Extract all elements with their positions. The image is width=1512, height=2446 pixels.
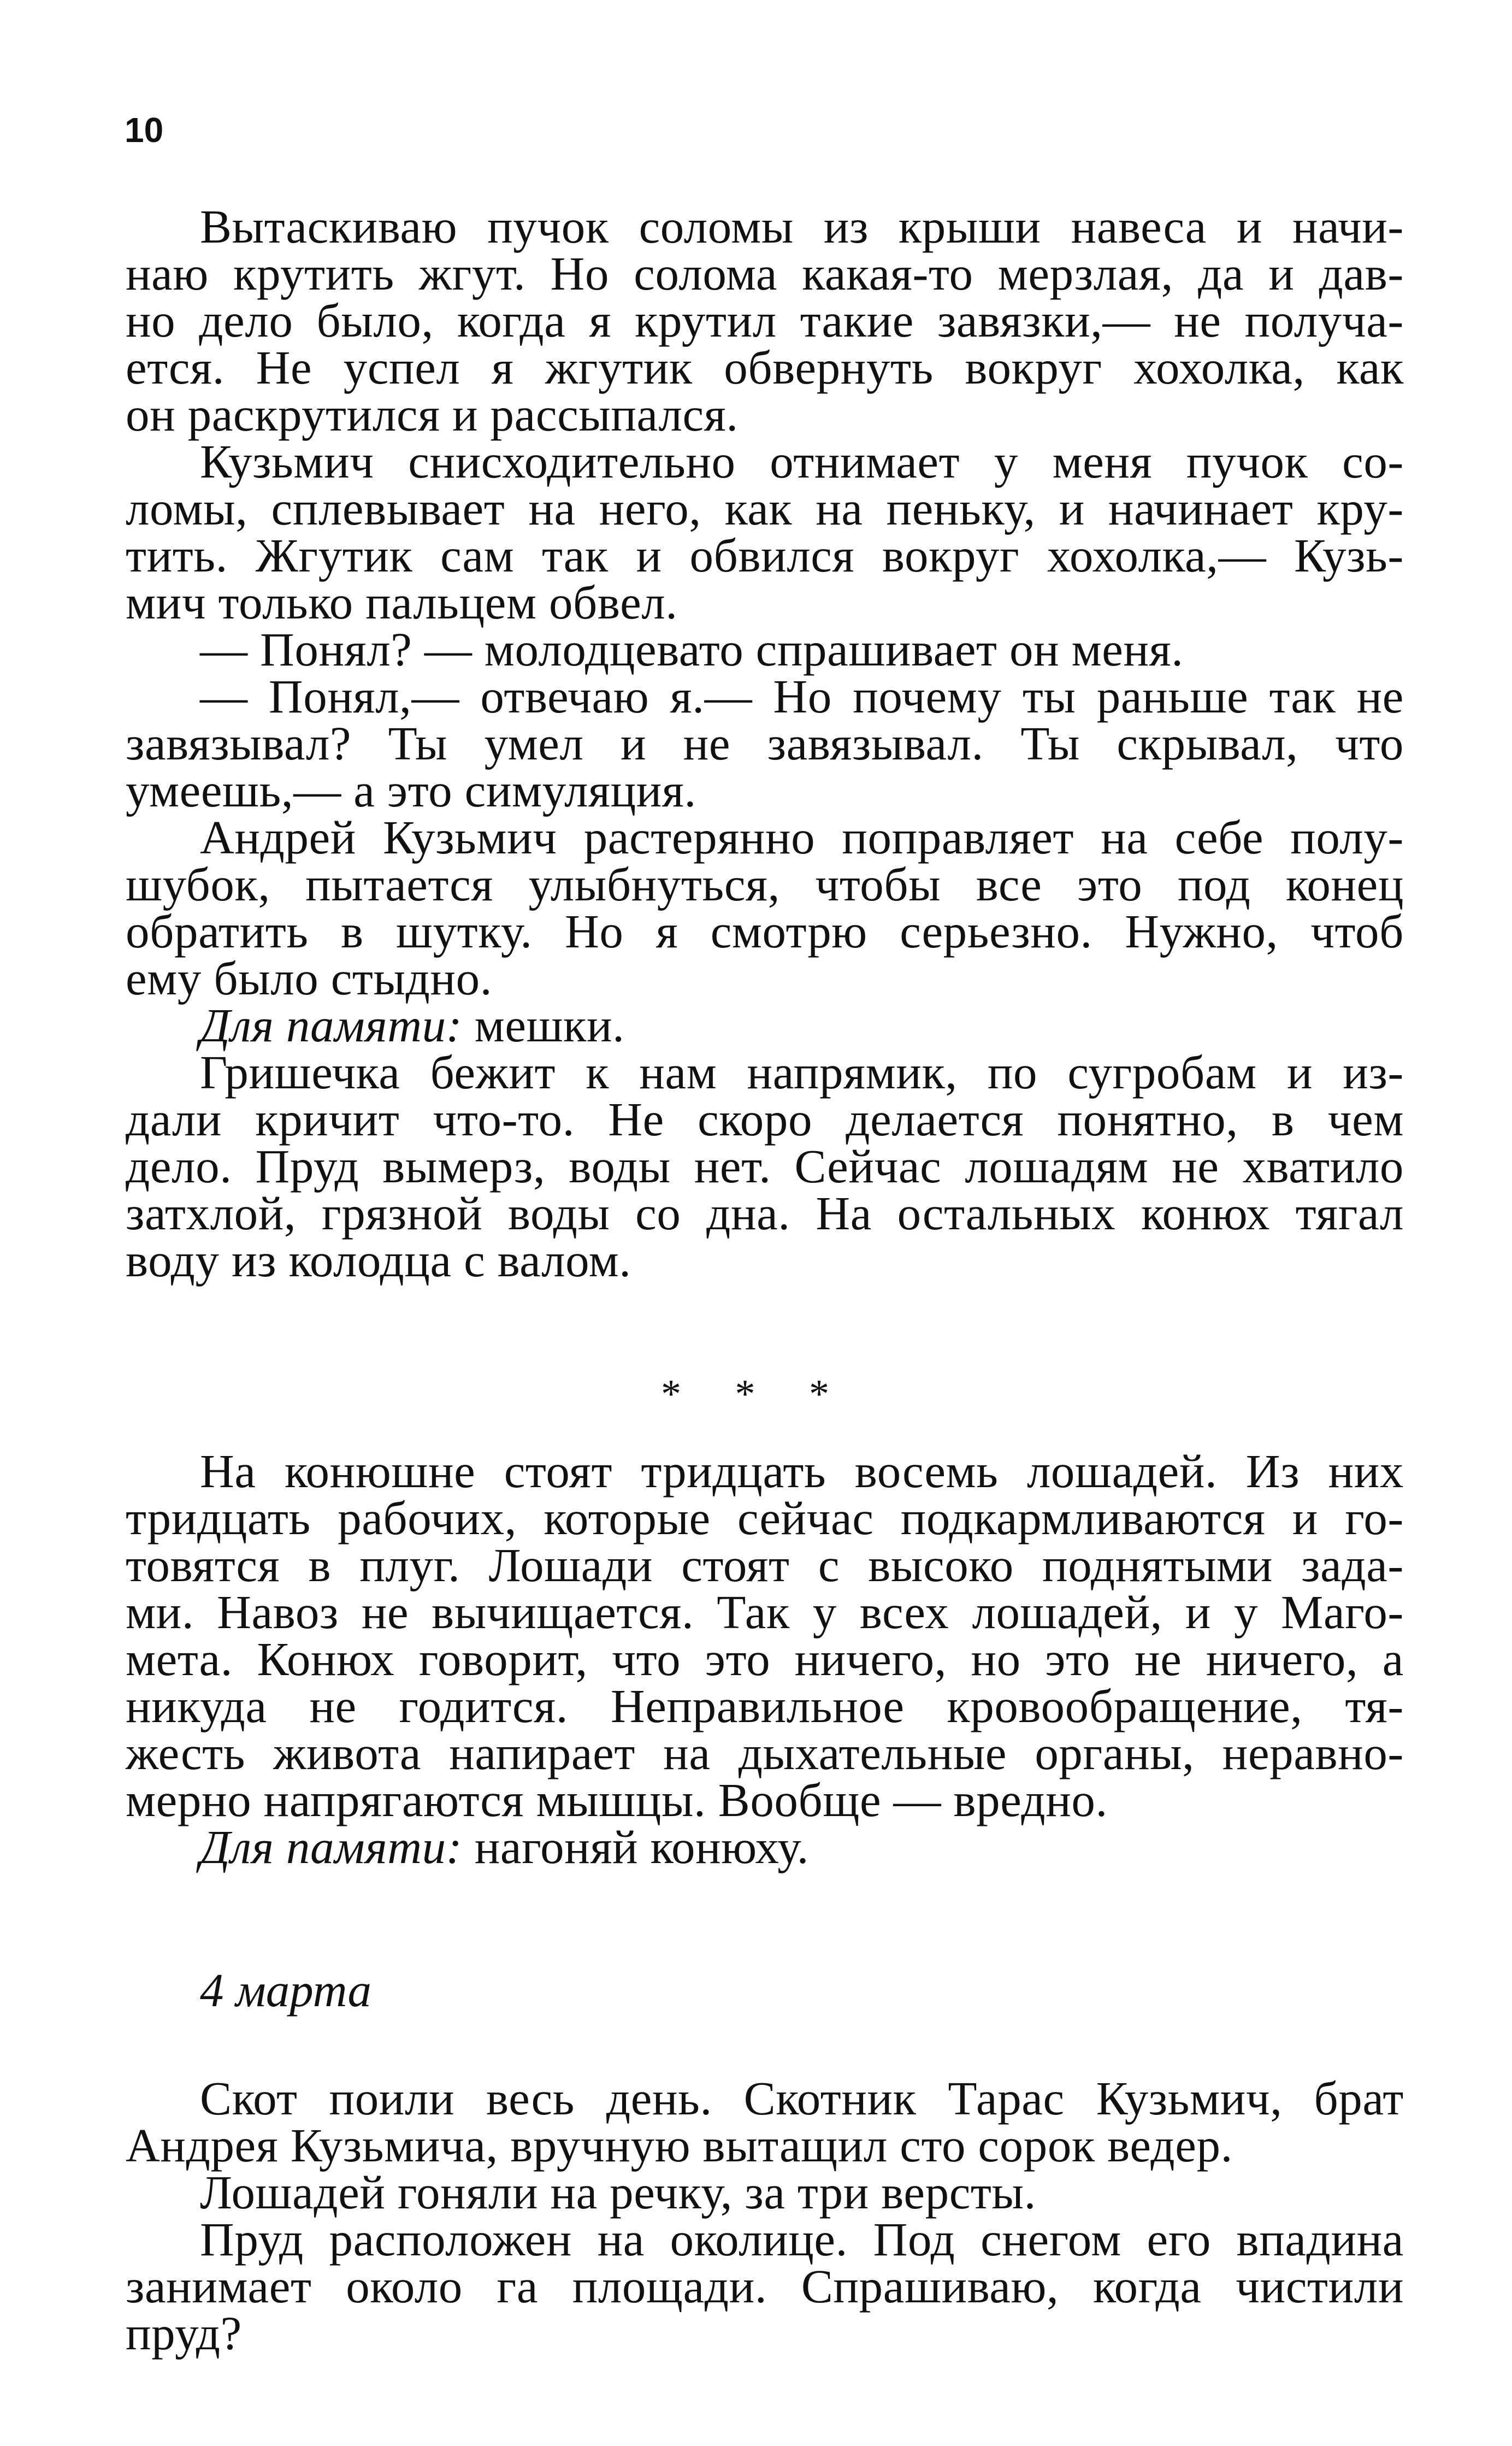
memo-label: Для памяти: [200,999,463,1052]
paragraph-line: мета. Конюх говорит, что это ничего, но это не ничего, а [126,1632,1404,1685]
paragraph-line: ломы, сплевывает на него, как на пеньку, и начинает кру- [126,482,1404,535]
memo-text: нагоняй конюху. [462,1820,810,1873]
paragraph-line: наю крутить жгут. Но солома какая-то мерзлая, да и дав- [126,247,1404,300]
paragraph-line: завязывал? Ты умел и не завязывал. Ты скрывал, что [126,717,1404,770]
dialogue-line: — Понял,— отвечаю я.— Но почему ты раньше так не [200,670,1404,723]
paragraph-line: умеешь,— а это симуляция. [126,764,696,817]
paragraph-line: Лошадей гоняли на речку, за три версты. [200,2166,1036,2219]
paragraph-line: товятся в плуг. Лошади стоят с высоко поднятыми зада- [126,1539,1404,1592]
paragraph-line: но дело было, когда я крутил такие завязки,— не получа- [126,294,1404,347]
paragraph-line: он раскрутился и рассыпался. [126,388,739,441]
paragraph-line: шубок, пытается улыбнуться, чтобы все это под конец [126,858,1404,911]
paragraph-line: Кузьмич снисходительно отнимает у меня пучок со- [200,435,1404,488]
paragraph-line: На конюшне стоят тридцать восемь лошадей. Из них [200,1445,1404,1498]
date-heading: 4 марта [200,1964,372,2017]
page-number: 10 [125,110,164,150]
paragraph-line: Андрей Кузьмич растерянно поправляет на себе полу- [200,811,1404,864]
paragraph-line: ему было стыдно. [126,952,493,1005]
paragraph-line: затхлой, грязной воды со дна. На остальных конюх тягал [126,1187,1404,1240]
memo-text: мешки. [462,999,625,1052]
paragraph-line: Гришечка бежит к нам напрямик, по сугробам и из- [200,1046,1404,1099]
dialogue-line: — Понял? — молодцевато спрашивает он меня. [200,623,1184,676]
paragraph-line: воду из колодца с валом. [126,1234,631,1287]
paragraph-line: дело. Пруд вымерз, воды нет. Сейчас лошадям не хватило [126,1140,1404,1193]
memo-label: Для памяти: [200,1820,463,1873]
section-2 [126,1445,1404,1873]
section-separator: * * * [661,1372,851,1417]
paragraph-line: пруд? [126,2307,242,2360]
paragraph-line: мерно напрягаются мышцы. Вообще — вредно. [126,1773,1108,1826]
paragraph-line: Скот поили весь день. Скотник Тарас Кузьмич, брат [200,2072,1404,2125]
paragraph-line: занимает около га площади. Спрашиваю, когда чистили [126,2260,1404,2313]
paragraph-line: ми. Навоз не вычищается. Так у всех лошадей, и у Маго- [126,1586,1404,1638]
paragraph-line: тридцать рабочих, которые сейчас подкармливаются и го- [126,1492,1404,1545]
paragraph-line: Пруд расположен на околице. Под снегом его впадина [200,2213,1404,2266]
paragraph-line: Вытаскиваю пучок соломы из крыши навеса и начи- [200,200,1404,253]
paragraph-line: мич только пальцем обвел. [126,576,678,629]
paragraph-line: жесть живота напирает на дыхательные органы, неравно- [126,1726,1404,1779]
paragraph-line: дали кричит что-то. Не скоро делается понятно, в чем [126,1093,1404,1146]
paragraph-line: обратить в шутку. Но я смотрю серьезно. Нужно, чтоб [126,905,1404,958]
memo-line [126,999,1404,1052]
paragraph-line: тить. Жгутик сам так и обвился вокруг хохолка,— Кузь- [126,529,1404,582]
paragraph-line: Андрея Кузьмича, вручную вытащил сто сорок ведер. [126,2119,1233,2172]
paragraph-line: ется. Не успел я жгутик обвернуть вокруг хохолка, как [126,341,1404,394]
section-1 [126,200,1404,1287]
paragraph-line: никуда не годится. Неправильное кровообращение, тя- [126,1679,1404,1732]
section-3 [126,2072,1404,2360]
memo-line [126,1820,1404,1873]
